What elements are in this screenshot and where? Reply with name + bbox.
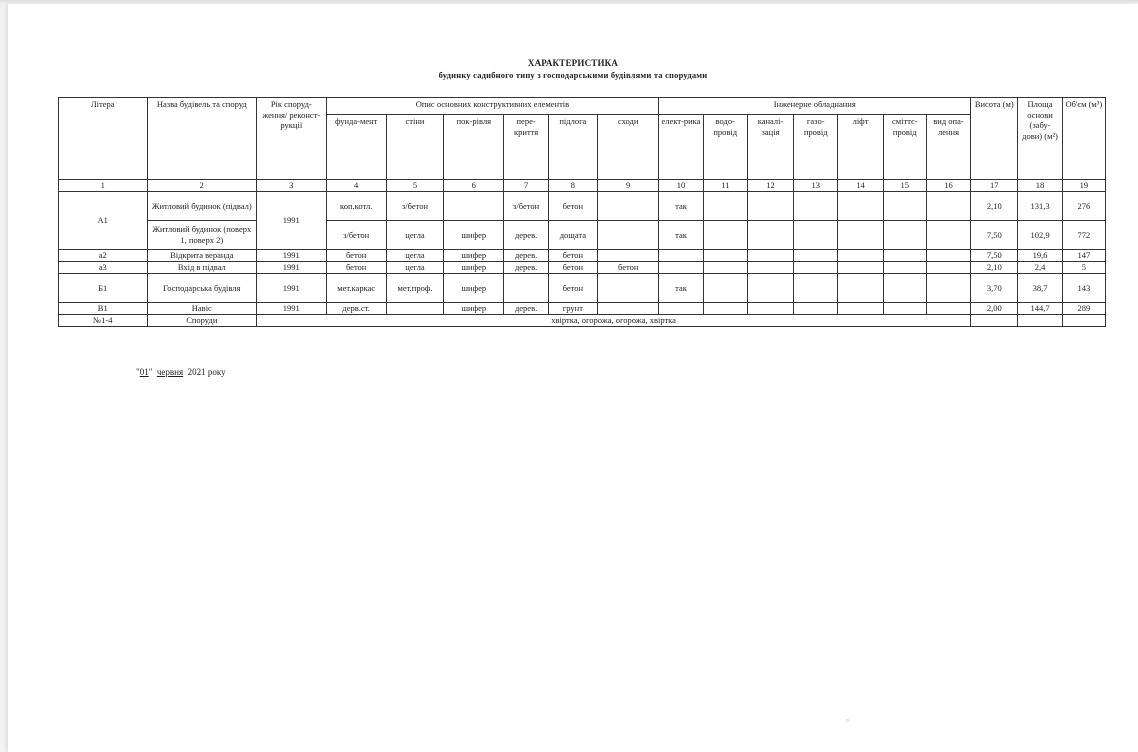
cell-electric: [659, 262, 703, 274]
cell-height: 2,10: [971, 262, 1018, 274]
table-row-a1-basement: [59, 192, 1106, 221]
cell-volume: 143: [1062, 274, 1105, 303]
cell-volume: 289: [1062, 303, 1105, 315]
column-number: 5: [386, 180, 443, 192]
cell-floor: бетон: [548, 274, 597, 303]
cell-heating: [926, 274, 970, 303]
cell-name: Житловий будинок (підвал): [147, 192, 257, 221]
cell-roof: шифер: [444, 262, 504, 274]
cell-floors-over: дерев.: [504, 262, 548, 274]
cell-water: [703, 221, 747, 250]
cell-floors-over: дерев.: [504, 250, 548, 262]
cell-area: 102,9: [1018, 221, 1062, 250]
cell-area: 144,7: [1018, 303, 1062, 315]
column-number: 9: [597, 180, 658, 192]
date-day: 01: [139, 367, 149, 377]
cell-litera: №1-4: [59, 315, 148, 327]
cell-year: 1991: [257, 192, 326, 250]
column-number: 16: [926, 180, 970, 192]
cell-area: [1018, 315, 1062, 327]
cell-stairs: бетон: [597, 262, 658, 274]
document-title: ХАРАКТЕРИСТИКА: [527, 58, 619, 68]
cell-roof: [444, 192, 504, 221]
table-row-a2: [59, 250, 1106, 262]
column-number: 14: [838, 180, 883, 192]
cell-volume: 5: [1062, 262, 1105, 274]
column-number: 6: [444, 180, 504, 192]
header-height: Висота (м): [971, 98, 1018, 180]
characteristics-table: [58, 97, 1106, 327]
cell-year: 1991: [257, 274, 326, 303]
cell-height: [971, 315, 1018, 327]
header-gas: газо-провід: [794, 115, 838, 180]
header-engineering-group: Інженерне обладнання: [659, 98, 971, 115]
cell-walls: цегла: [386, 262, 443, 274]
cell-water: [703, 274, 747, 303]
cell-year: 1991: [257, 250, 326, 262]
column-number: 12: [747, 180, 793, 192]
cell-foundation: коп.котл.: [326, 192, 386, 221]
cell-roof: шифер: [444, 274, 504, 303]
header-heating: вид опа-лення: [926, 115, 970, 180]
column-number: 10: [659, 180, 703, 192]
cell-roof: шифер: [444, 303, 504, 315]
cell-garbage: [883, 192, 926, 221]
cell-floors-over: дерев.: [504, 303, 548, 315]
cell-heating: [926, 250, 970, 262]
cell-area: 2,4: [1018, 262, 1062, 274]
column-number: 3: [257, 180, 326, 192]
cell-walls: [386, 303, 443, 315]
cell-name: Житловий будинок (поверх 1, поверх 2): [147, 221, 257, 250]
cell-name: Відкрита веранда: [147, 250, 257, 262]
column-number: 11: [703, 180, 747, 192]
column-number-row: [59, 180, 1106, 192]
cell-sewage: [747, 262, 793, 274]
header-foundation: фунда-мент: [326, 115, 386, 180]
cell-sewage: [747, 303, 793, 315]
cell-volume: [1062, 315, 1105, 327]
cell-name: Навіс: [147, 303, 257, 315]
cell-roof: шифер: [444, 250, 504, 262]
cell-foundation: дерв.ст.: [326, 303, 386, 315]
header-walls: стіни: [386, 115, 443, 180]
column-number: 15: [883, 180, 926, 192]
cell-roof: шифер: [444, 221, 504, 250]
cell-walls: мет.проф.: [386, 274, 443, 303]
cell-foundation: бетон: [326, 262, 386, 274]
column-number: 1: [59, 180, 148, 192]
table-row-b1: [59, 274, 1106, 303]
cell-electric: так: [659, 221, 703, 250]
cell-structures-description: хвіртка, огорожа, огорожа, хвіртка: [257, 315, 971, 327]
header-water: водо-провід: [703, 115, 747, 180]
cell-floor: бетон: [548, 250, 597, 262]
header-floor: підлога: [548, 115, 597, 180]
cell-stairs: [597, 221, 658, 250]
header-floors-over: пере-криття: [504, 115, 548, 180]
cell-lift: [838, 192, 883, 221]
column-number: 7: [504, 180, 548, 192]
cell-floors-over: [504, 274, 548, 303]
cell-garbage: [883, 250, 926, 262]
header-stairs: сходи: [597, 115, 658, 180]
date-year: 2021 року: [187, 367, 226, 377]
column-number: 13: [794, 180, 838, 192]
scan-speck: °: [846, 718, 849, 726]
cell-walls: з/бетон: [386, 192, 443, 221]
column-number: 18: [1018, 180, 1062, 192]
cell-floor: бетон: [548, 192, 597, 221]
cell-stairs: [597, 192, 658, 221]
cell-sewage: [747, 221, 793, 250]
cell-stairs: [597, 303, 658, 315]
cell-water: [703, 262, 747, 274]
cell-water: [703, 250, 747, 262]
cell-height: 7,50: [971, 221, 1018, 250]
cell-sewage: [747, 274, 793, 303]
cell-lift: [838, 303, 883, 315]
header-volume: Об'єм (м³): [1062, 98, 1105, 180]
header-sewage: каналі-зація: [747, 115, 793, 180]
header-area: Площа основи (забу-дови) (м²): [1018, 98, 1062, 180]
cell-walls: цегла: [386, 221, 443, 250]
cell-area: 19,6: [1018, 250, 1062, 262]
cell-floor: бетон: [548, 262, 597, 274]
cell-gas: [794, 274, 838, 303]
cell-foundation: бетон: [326, 250, 386, 262]
cell-gas: [794, 303, 838, 315]
cell-lift: [838, 250, 883, 262]
header-year: Рік споруд-ження/ реконст-рукції: [257, 98, 326, 180]
date-quote-close: ": [148, 367, 153, 377]
cell-electric: так: [659, 274, 703, 303]
cell-walls: цегла: [386, 250, 443, 262]
cell-height: 2,00: [971, 303, 1018, 315]
table-row-structures: [59, 315, 1106, 327]
cell-volume: 147: [1062, 250, 1105, 262]
cell-floor: грунт: [548, 303, 597, 315]
cell-lift: [838, 262, 883, 274]
cell-gas: [794, 192, 838, 221]
header-construct-group: Опис основних конструктивних елементів: [326, 98, 659, 115]
table-row-a1-floors: [59, 221, 1106, 250]
cell-litera: а2: [59, 250, 148, 262]
document-page: [8, 4, 1138, 752]
document-date: [136, 367, 226, 377]
cell-year: 1991: [257, 303, 326, 315]
cell-gas: [794, 250, 838, 262]
cell-gas: [794, 221, 838, 250]
cell-height: 7,50: [971, 250, 1018, 262]
header-name: Назва будівель та споруд: [147, 98, 257, 180]
header-lift: ліфт: [838, 115, 883, 180]
column-number: 4: [326, 180, 386, 192]
cell-heating: [926, 262, 970, 274]
cell-stairs: [597, 250, 658, 262]
cell-lift: [838, 221, 883, 250]
cell-garbage: [883, 221, 926, 250]
header-row-top: [59, 98, 1106, 115]
date-quote-open: ": [136, 367, 140, 377]
cell-heating: [926, 192, 970, 221]
column-number: 8: [548, 180, 597, 192]
cell-name: Господарська будівля: [147, 274, 257, 303]
cell-sewage: [747, 250, 793, 262]
cell-heating: [926, 303, 970, 315]
cell-height: 2,10: [971, 192, 1018, 221]
cell-water: [703, 303, 747, 315]
cell-volume: 772: [1062, 221, 1105, 250]
cell-floor: дощата: [548, 221, 597, 250]
document-subtitle: будинку садибного типу з господарськими будівлями та спорудами: [438, 70, 708, 80]
cell-area: 38,7: [1018, 274, 1062, 303]
cell-name: Споруди: [147, 315, 257, 327]
cell-foundation: мет.каркас: [326, 274, 386, 303]
cell-litera: А1: [59, 192, 148, 250]
date-month: червня: [156, 367, 184, 377]
cell-water: [703, 192, 747, 221]
cell-garbage: [883, 262, 926, 274]
cell-name: Вхід в підвал: [147, 262, 257, 274]
cell-foundation: з/бетон: [326, 221, 386, 250]
cell-stairs: [597, 274, 658, 303]
cell-area: 131,3: [1018, 192, 1062, 221]
cell-garbage: [883, 303, 926, 315]
cell-garbage: [883, 274, 926, 303]
column-number: 19: [1062, 180, 1105, 192]
cell-sewage: [747, 192, 793, 221]
header-roof: пок-рівля: [444, 115, 504, 180]
cell-gas: [794, 262, 838, 274]
cell-height: 3,70: [971, 274, 1018, 303]
cell-litera: Б1: [59, 274, 148, 303]
cell-floors-over: з/бетон: [504, 192, 548, 221]
cell-floors-over: дерев.: [504, 221, 548, 250]
table-row-v1: [59, 303, 1106, 315]
cell-litera: а3: [59, 262, 148, 274]
cell-year: 1991: [257, 262, 326, 274]
cell-electric: [659, 303, 703, 315]
cell-litera: В1: [59, 303, 148, 315]
cell-lift: [838, 274, 883, 303]
cell-heating: [926, 221, 970, 250]
column-number: 2: [147, 180, 257, 192]
header-garbage: сміттє-провід: [883, 115, 926, 180]
cell-electric: так: [659, 192, 703, 221]
header-electric: елект-рика: [659, 115, 703, 180]
column-number: 17: [971, 180, 1018, 192]
header-litera: Літера: [59, 98, 148, 180]
table-row-a3: [59, 262, 1106, 274]
cell-volume: 276: [1062, 192, 1105, 221]
cell-electric: [659, 250, 703, 262]
